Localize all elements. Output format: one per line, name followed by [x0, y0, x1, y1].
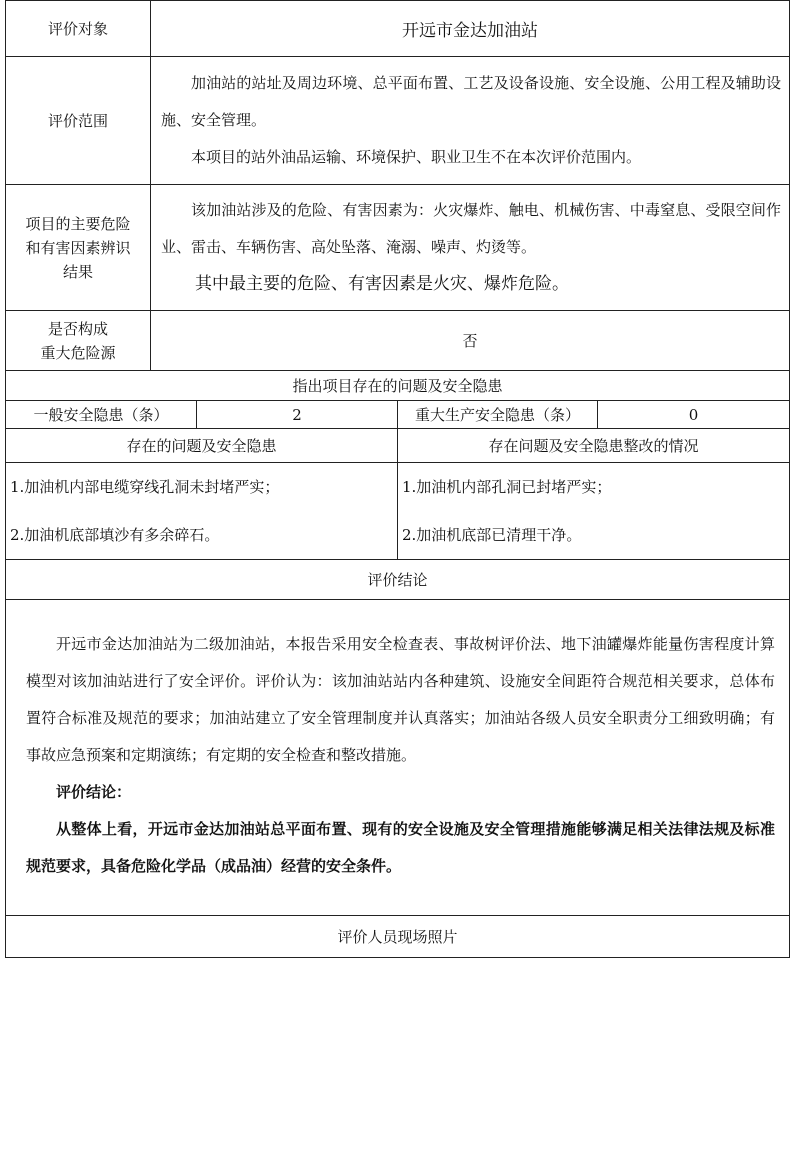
- row-photos-header: [6, 916, 790, 958]
- row-issues-header: [6, 371, 790, 401]
- major-count-value: 0: [598, 401, 790, 429]
- conclusion-header: 评价结论: [6, 560, 790, 600]
- general-count-value: 2: [197, 401, 398, 429]
- evaluation-summary-table: [5, 0, 790, 958]
- major-hazard-label-line-1: 是否构成: [47, 319, 108, 338]
- major-hazard-label-line-2: 重大危险源: [40, 343, 116, 362]
- issues-left-header: 存在的问题及安全隐患: [6, 429, 398, 463]
- list-item: 1.加油机内部电缆穿线孔洞未封堵严实；: [10, 478, 280, 496]
- row-conclusion: [6, 600, 790, 916]
- major-count-label: 重大生产安全隐患（条）: [398, 401, 598, 429]
- hazards-paragraph: 该加油站涉及的危险、有害因素为：火灾爆炸、触电、机械伤害、中毒窒息、受限空间作业、雷击、车辆伤害、高处坠落、淹溺、噪声、灼烫等。: [161, 201, 781, 256]
- hazards-label-line-3: 结果: [62, 262, 93, 281]
- row-hazards: [6, 185, 790, 311]
- row-issue-headers: [6, 429, 790, 463]
- scope-paragraph-2: 本项目的站外油品运输、环境保护、职业卫生不在本次评价范围内。: [191, 148, 642, 166]
- issues-header: 指出项目存在的问题及安全隐患: [6, 371, 790, 401]
- object-value: 开远市金达加油站: [151, 1, 790, 57]
- issues-left-list: [6, 463, 398, 560]
- conclusion-subtitle: 评价结论：: [56, 783, 132, 801]
- list-item: 2.加油机底部已清理干净。: [402, 526, 582, 544]
- photos-header: 评价人员现场照片: [6, 916, 790, 958]
- scope-label: 评价范围: [6, 57, 151, 185]
- row-issue-items: [6, 463, 790, 560]
- row-counts: [6, 401, 790, 429]
- conclusion-final: 从整体上看，开远市金达加油站总平面布置、现有的安全设施及安全管理措施能够满足相关法律法规及标准规范要求，具备危险化学品（成品油）经营的安全条件。: [26, 820, 775, 875]
- hazards-content: [151, 185, 790, 311]
- major-hazard-value: 否: [151, 311, 790, 371]
- conclusion-paragraph: 开远市金达加油站为二级加油站，本报告采用安全检查表、事故树评价法、地下油罐爆炸能量伤害程度计算模型对该加油站进行了安全评价。评价认为：该加油站站内各种建筑、设施安全间距符合规范相关要求，总体布置符合标准及规范的要求；加油站建立了安全管理制度并认真落实；加油站各级人员安全职责分工细致明确；有事故应急预案和定期演练；有定期的安全检查和整改措施。: [26, 635, 775, 764]
- hazards-main-paragraph: 其中最主要的危险、有害因素是火灾、爆炸危险。: [195, 274, 569, 294]
- issues-right-header: 存在问题及安全隐患整改的情况: [398, 429, 790, 463]
- row-major-hazard: [6, 311, 790, 371]
- row-conclusion-header: [6, 560, 790, 600]
- row-scope: [6, 57, 790, 185]
- scope-content: [151, 57, 790, 185]
- general-count-label: 一般安全隐患（条）: [6, 401, 197, 429]
- scope-paragraph-1: 加油站的站址及周边环境、总平面布置、工艺及设备设施、安全设施、公用工程及辅助设施、安全管理。: [161, 74, 781, 129]
- hazards-label-line-1: 项目的主要危险: [25, 214, 131, 233]
- issues-right-list: [398, 463, 790, 560]
- list-item: 1.加油机内部孔洞已封堵严实；: [402, 478, 612, 496]
- row-object: [6, 1, 790, 57]
- hazards-label-line-2: 和有害因素辨识: [25, 238, 131, 257]
- conclusion-content: [6, 600, 790, 916]
- hazards-label: [6, 185, 151, 311]
- object-label: 评价对象: [6, 1, 151, 57]
- major-hazard-label: [6, 311, 151, 371]
- list-item: 2.加油机底部填沙有多余碎石。: [10, 526, 220, 544]
